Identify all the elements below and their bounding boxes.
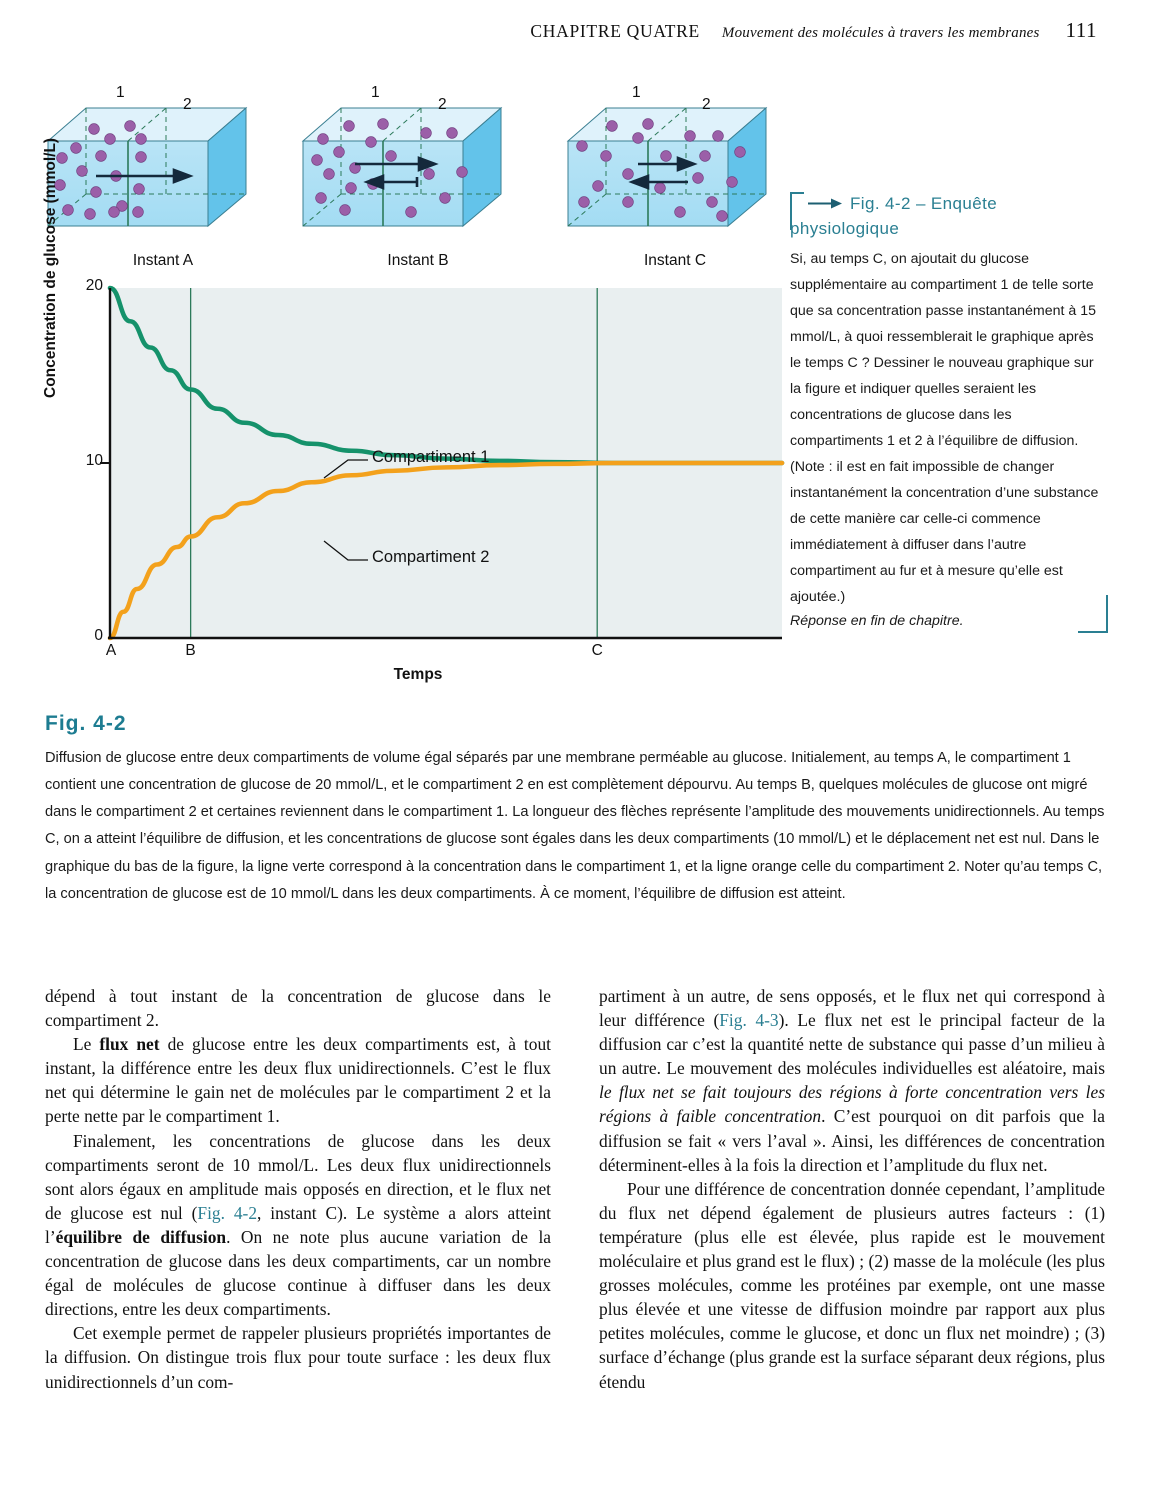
para-left-3-a: Finalement, les concentrations de glucose dans les deux compartiments seront de 10 mmol/L. Les deux flux unidirectionnels sont alors égaux en amplitude mais opposés en direction, et le flux net de glucose est nul ( — [45, 1130, 551, 1223]
term-flux-net: flux net — [99, 1034, 160, 1055]
para-left-2-a: Le — [73, 1034, 100, 1055]
panel-c-caption: Instant C — [643, 252, 707, 269]
enquete-heading — [790, 192, 1102, 241]
arrow-right-icon — [808, 197, 844, 210]
x-tick-a: A — [105, 642, 117, 659]
panel-c-box-diagram — [550, 86, 800, 246]
y-axis-label: Concentration de glucose (mmol/L) — [42, 137, 59, 398]
panel-a-compartment1-label: 1 — [116, 84, 125, 101]
x-tick-b: B — [185, 642, 196, 659]
paragraph-left-1: dépend à tout instant de la concentration de glucose dans le compartiment 2. — [45, 986, 551, 1031]
y-tick-20: 20 — [85, 277, 103, 294]
term-equilibre-de-diffusion: équilibre de diffusion — [55, 1226, 227, 1247]
body-column-left — [45, 984, 551, 1484]
para-left-3-c: . On ne note plus aucune variation de la concentration de glucose dans les deux compartiments, car un nombre égal de molécules de glucose continue à diffuser dans les deux directions, entre les deux compartiments. — [45, 1226, 552, 1320]
cross-reference-fig-4-3[interactable]: Fig. 4-3 — [719, 1010, 779, 1031]
bracket-top-left — [790, 192, 804, 230]
enquete-physiologique-box — [790, 192, 1102, 629]
x-tick-c: C — [591, 642, 603, 659]
paragraph-left-2 — [45, 1032, 551, 1128]
para-left-3-b: , instant C). Le système a alors atteint l’ — [45, 1202, 552, 1247]
panel-a-caption: Instant A — [132, 252, 194, 269]
enquete-footer-text: Réponse en fin de chapitre. — [790, 613, 964, 630]
figure-caption-title: Fig. 4-2 — [45, 712, 127, 735]
curve-label-compartment-1: Compartiment 1 — [372, 448, 490, 466]
paragraph-left-3 — [45, 1129, 551, 1322]
emphasis-flux-net-direction: le flux net se fait toujours des régions à forte concentration vers les régions à faible concentration — [599, 1082, 1105, 1127]
enquete-heading-text: Fig. 4-2 – Enquête physiologique — [790, 194, 998, 238]
panel-instant-c — [550, 84, 800, 269]
chapter-title: Mouvement des molécules à travers les membranes — [721, 25, 1040, 41]
panel-a-box-diagram — [38, 86, 288, 246]
curve-label-compartment-2: Compartiment 2 — [372, 548, 490, 566]
enquete-body-text: Si, au temps C, on ajoutait du glucose supplémentaire au compartiment 1 de telle sorte que sa concentration passe instantanément à 15 mmol/L, à quoi ressemblerait le graphique après le temps C ? Dessiner le nouveau graphique sur la figure et indiquer quelles seraient les concentrations de glucose dans les compartiments 1 et 2 à l’équilibre de diffusion. (Note : il est en fait impossible de changer instantanément la concentration d’une substance de cette manière car celle-ci commence immédiatement à diffuser dans l’autre compartiment au fur et à mesure qu’elle est ajoutée.) — [790, 251, 1099, 606]
chapter-label: CHAPITRE QUATRE — [530, 21, 700, 41]
y-tick-10: 10 — [85, 452, 103, 469]
figure-caption — [45, 712, 1105, 908]
panel-a-compartment2-label: 2 — [183, 96, 192, 113]
panel-c-compartment2-label: 2 — [702, 96, 711, 113]
panel-b-box-diagram — [293, 86, 543, 246]
curve-compartiment-1 — [110, 288, 782, 463]
running-head — [530, 18, 1097, 43]
para-right-1-b: ). Le flux net est le principal facteur de la diffusion car c’est la quantité nette de substance qui passe d’un milieu à un autre. Le mouvement des molécules individuelles est aléatoire, mais — [599, 1010, 1106, 1079]
paragraph-right-1 — [599, 984, 1105, 1177]
paragraph-left-4: Cet exemple permet de rappeler plusieurs propriétés importantes de la diffusion. On distingue trois flux pour toute surface : les deux flux unidirectionnels d’un com- — [45, 1323, 551, 1392]
panel-b-caption: Instant B — [387, 252, 449, 269]
panel-c-compartment1-label: 1 — [632, 84, 641, 101]
x-axis-label: Temps — [393, 666, 443, 683]
page-number: 111 — [1065, 18, 1097, 42]
panel-b-compartment1-label: 1 — [371, 84, 380, 101]
para-left-2-c: de glucose entre les deux compartiments est, à tout instant, la différence entre les deux flux unidirectionnels. C’est le flux net qui détermine le gain net de molécules par le compartiment 2 et la perte nette par le compartiment 1. — [45, 1034, 551, 1127]
figure-caption-body: Diffusion de glucose entre deux compartiments de volume égal séparés par une membrane perméable au glucose. Initialement, au temps A, le compartiment 1 contient une concentration de glucose de 20 mmol/L, et le compartiment 2 en est complètement dépourvu. Au temps B, quelques molécules de glucose ont migré dans le compartiment 2 et certaines reviennent dans le compartiment 1. La longueur des flèches représente l’amplitude des mouvements unidirectionnels. Au temps C, on a atteint l’équilibre de diffusion, et les concentrations de glucose sont égales dans les deux compartiments (10 mmol/L) et le déplacement net est nul. Dans le graphique du bas de la figure, la ligne verte correspond à la concentration dans le compartiment 1, et la ligne orange celle du compartiment 2. Noter qu’au temps C, la concentration de glucose est de 10 mmol/L dans les deux compartiments. À ce moment, l’équilibre de diffusion est atteint. — [45, 750, 1105, 902]
body-columns — [45, 984, 1105, 1484]
bracket-bottom-right — [1078, 595, 1108, 633]
panel-instant-b — [293, 84, 543, 269]
plot-area — [85, 277, 782, 659]
paragraph-right-2: Pour une différence de concentration donnée cependant, l’amplitude du flux net dépend également de plusieurs autres facteurs : (1) température (plus elle est élevée, plus rapide est le mouvement moléculaire et plus grand est le flux) ; (2) masse de la molécule (les plus grosses molécules, comme les protéines par exemple, ont une masse plus élevée et une vitesse de diffusion moindre par rapport aux plus petites molécules, comme le glucose, et donc un flux net moindre) ; (3) surface d’échange (plus grande est la surface séparant deux régions, plus étendu — [599, 1178, 1105, 1392]
y-tick-0: 0 — [94, 627, 103, 644]
cross-reference-fig-4-2[interactable]: Fig. 4-2 — [197, 1202, 258, 1223]
body-column-right — [599, 984, 1105, 1484]
para-right-1-c: . C’est pourquoi on dit parfois que la diffusion se fait « vers l’aval ». Ainsi, les différences de concentration déterminent-elles à la fois la direction et l’amplitude du flux net. — [599, 1106, 1105, 1175]
para-right-1-a: partiment à un autre, de sens opposés, et le flux net qui correspond à leur différence ( — [599, 986, 1105, 1031]
panel-b-compartment2-label: 2 — [438, 96, 447, 113]
